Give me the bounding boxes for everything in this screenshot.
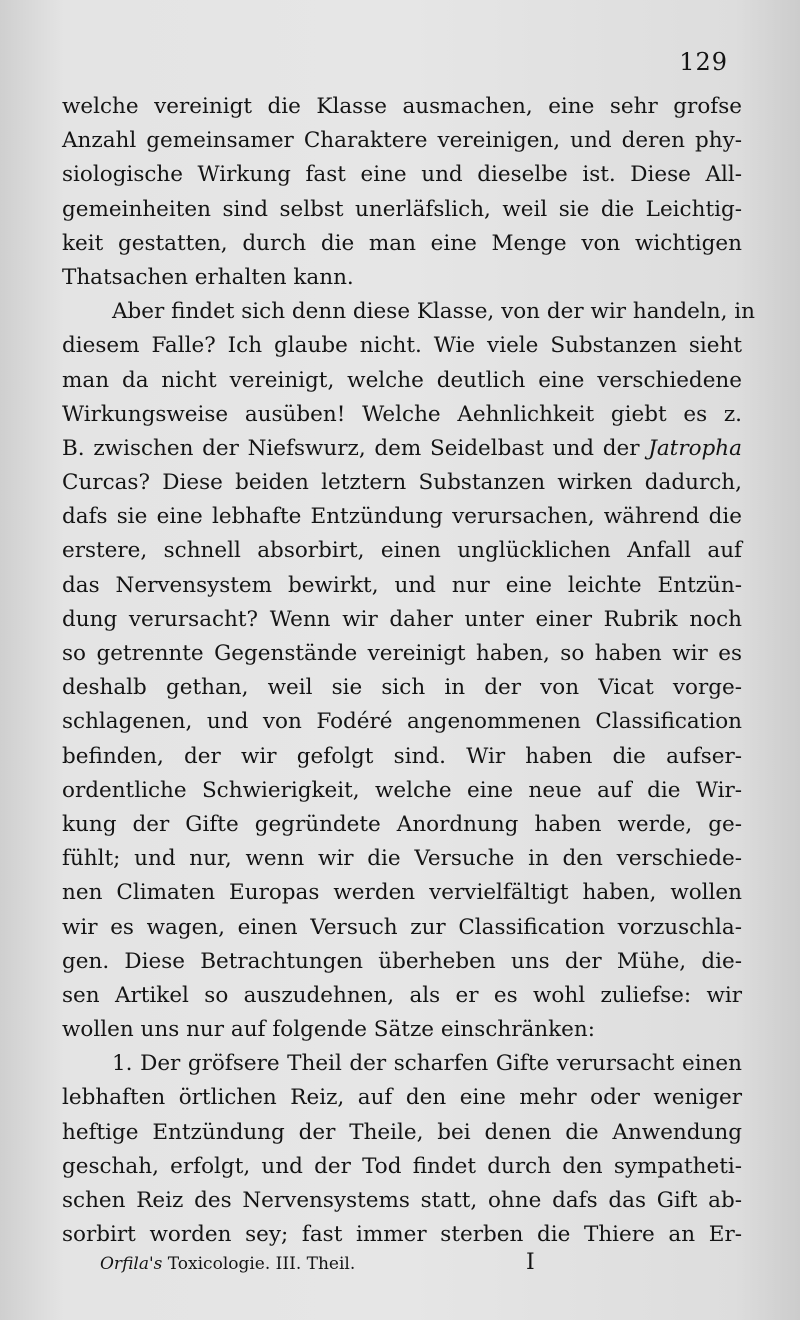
text-line: so getrennte Gegenstände vereinigt haben, so haben wir es — [62, 641, 742, 666]
text-line: nen Climaten Europas werden vervielfältigt haben, wollen — [62, 880, 742, 906]
text-line: sen Artikel so auszudehnen, als er es wohl zuliefse: wir — [62, 982, 742, 1008]
text-line: Curcas? Diese beiden letztern Substanzen wirken dadurch, — [62, 470, 742, 496]
signature-mark: I — [526, 1250, 535, 1275]
text-line: sorbirt worden sey; fast immer sterben die Thiere an Er- — [62, 1222, 742, 1248]
text-line: Aber findet sich denn diese Klasse, von der wir handeln, in — [112, 299, 755, 325]
text-line: welche vereinigt die Klasse ausmachen, eine sehr grofse — [62, 94, 742, 119]
text-line: ordentliche Schwierigkeit, welche eine neue auf die Wir- — [62, 777, 742, 803]
text-line: heftige Entzündung der Theile, bei denen die Anwendung — [62, 1119, 742, 1145]
text-line: lebhaften örtlichen Reiz, auf den eine mehr oder weniger — [62, 1085, 742, 1111]
text-line: diesem Falle? Ich glaube nicht. Wie viele Substanzen sieht — [62, 333, 742, 359]
text-line: dung verursacht? Wenn wir daher unter einer Rubrik noch — [62, 606, 742, 632]
text-line: siologische Wirkung fast eine und dieselbe ist. Diese All- — [62, 162, 742, 188]
text-segment: B. zwischen der Niefswurz, dem Seidelbast und der — [62, 435, 640, 461]
text-line: geschah, erfolgt, und der Tod findet durch den sympatheti- — [62, 1153, 742, 1179]
text-line: gemeinheiten sind selbst unerläfslich, weil sie die Leichtig- — [62, 196, 742, 222]
body-text — [62, 90, 755, 1252]
text-line: fühlt; und nur, wenn wir die Versuche in den verschiede- — [62, 846, 742, 872]
text-line: erstere, schnell absorbirt, einen unglücklichen Anfall auf — [62, 538, 742, 564]
footer-author: Orfila's — [100, 1254, 163, 1274]
text-line: 1. Der gröfsere Theil der scharfen Gifte verursacht einen — [112, 1051, 742, 1077]
text-line: wollen uns nur auf folgende Sätze einschränken: — [62, 1017, 595, 1043]
footer-reference — [100, 1254, 355, 1274]
text-line — [62, 432, 742, 466]
text-line: schlagenen, und von Fodéré angenommenen Classification — [62, 709, 742, 735]
text-line: keit gestatten, durch die man eine Menge von wichtigen — [62, 230, 742, 256]
italic-species-name: Jatropha — [648, 435, 742, 461]
text-line: wir es wagen, einen Versuch zur Classification vorzuschla- — [62, 914, 742, 940]
footer-title: Toxicologie. III. Theil. — [167, 1254, 356, 1274]
text-line: Thatsachen erhalten kann. — [62, 264, 354, 290]
text-line: schen Reiz des Nervensystems statt, ohne dafs das Gift ab- — [62, 1188, 742, 1213]
text-line: man da nicht vereinigt, welche deutlich eine verschiedene — [62, 367, 742, 393]
text-line: deshalb gethan, weil sie sich in der von Vicat vorge- — [62, 675, 742, 701]
text-line: dafs sie eine lebhafte Entzündung verursachen, während die — [62, 504, 742, 530]
text-line: das Nervensystem bewirkt, und nur eine leichte Entzün- — [62, 572, 742, 598]
text-line: kung der Gifte gegründete Anordnung haben werde, ge- — [62, 811, 742, 837]
text-line: Wirkungsweise ausüben! Welche Aehnlichkeit giebt es z. — [62, 401, 742, 427]
text-line: befinden, der wir gefolgt sind. Wir haben die aufser- — [62, 743, 742, 769]
text-line: gen. Diese Betrachtungen überheben uns der Mühe, die- — [62, 948, 742, 974]
text-line: Anzahl gemeinsamer Charaktere vereinigen, und deren phy- — [62, 128, 742, 154]
page-number: 129 — [679, 48, 728, 76]
